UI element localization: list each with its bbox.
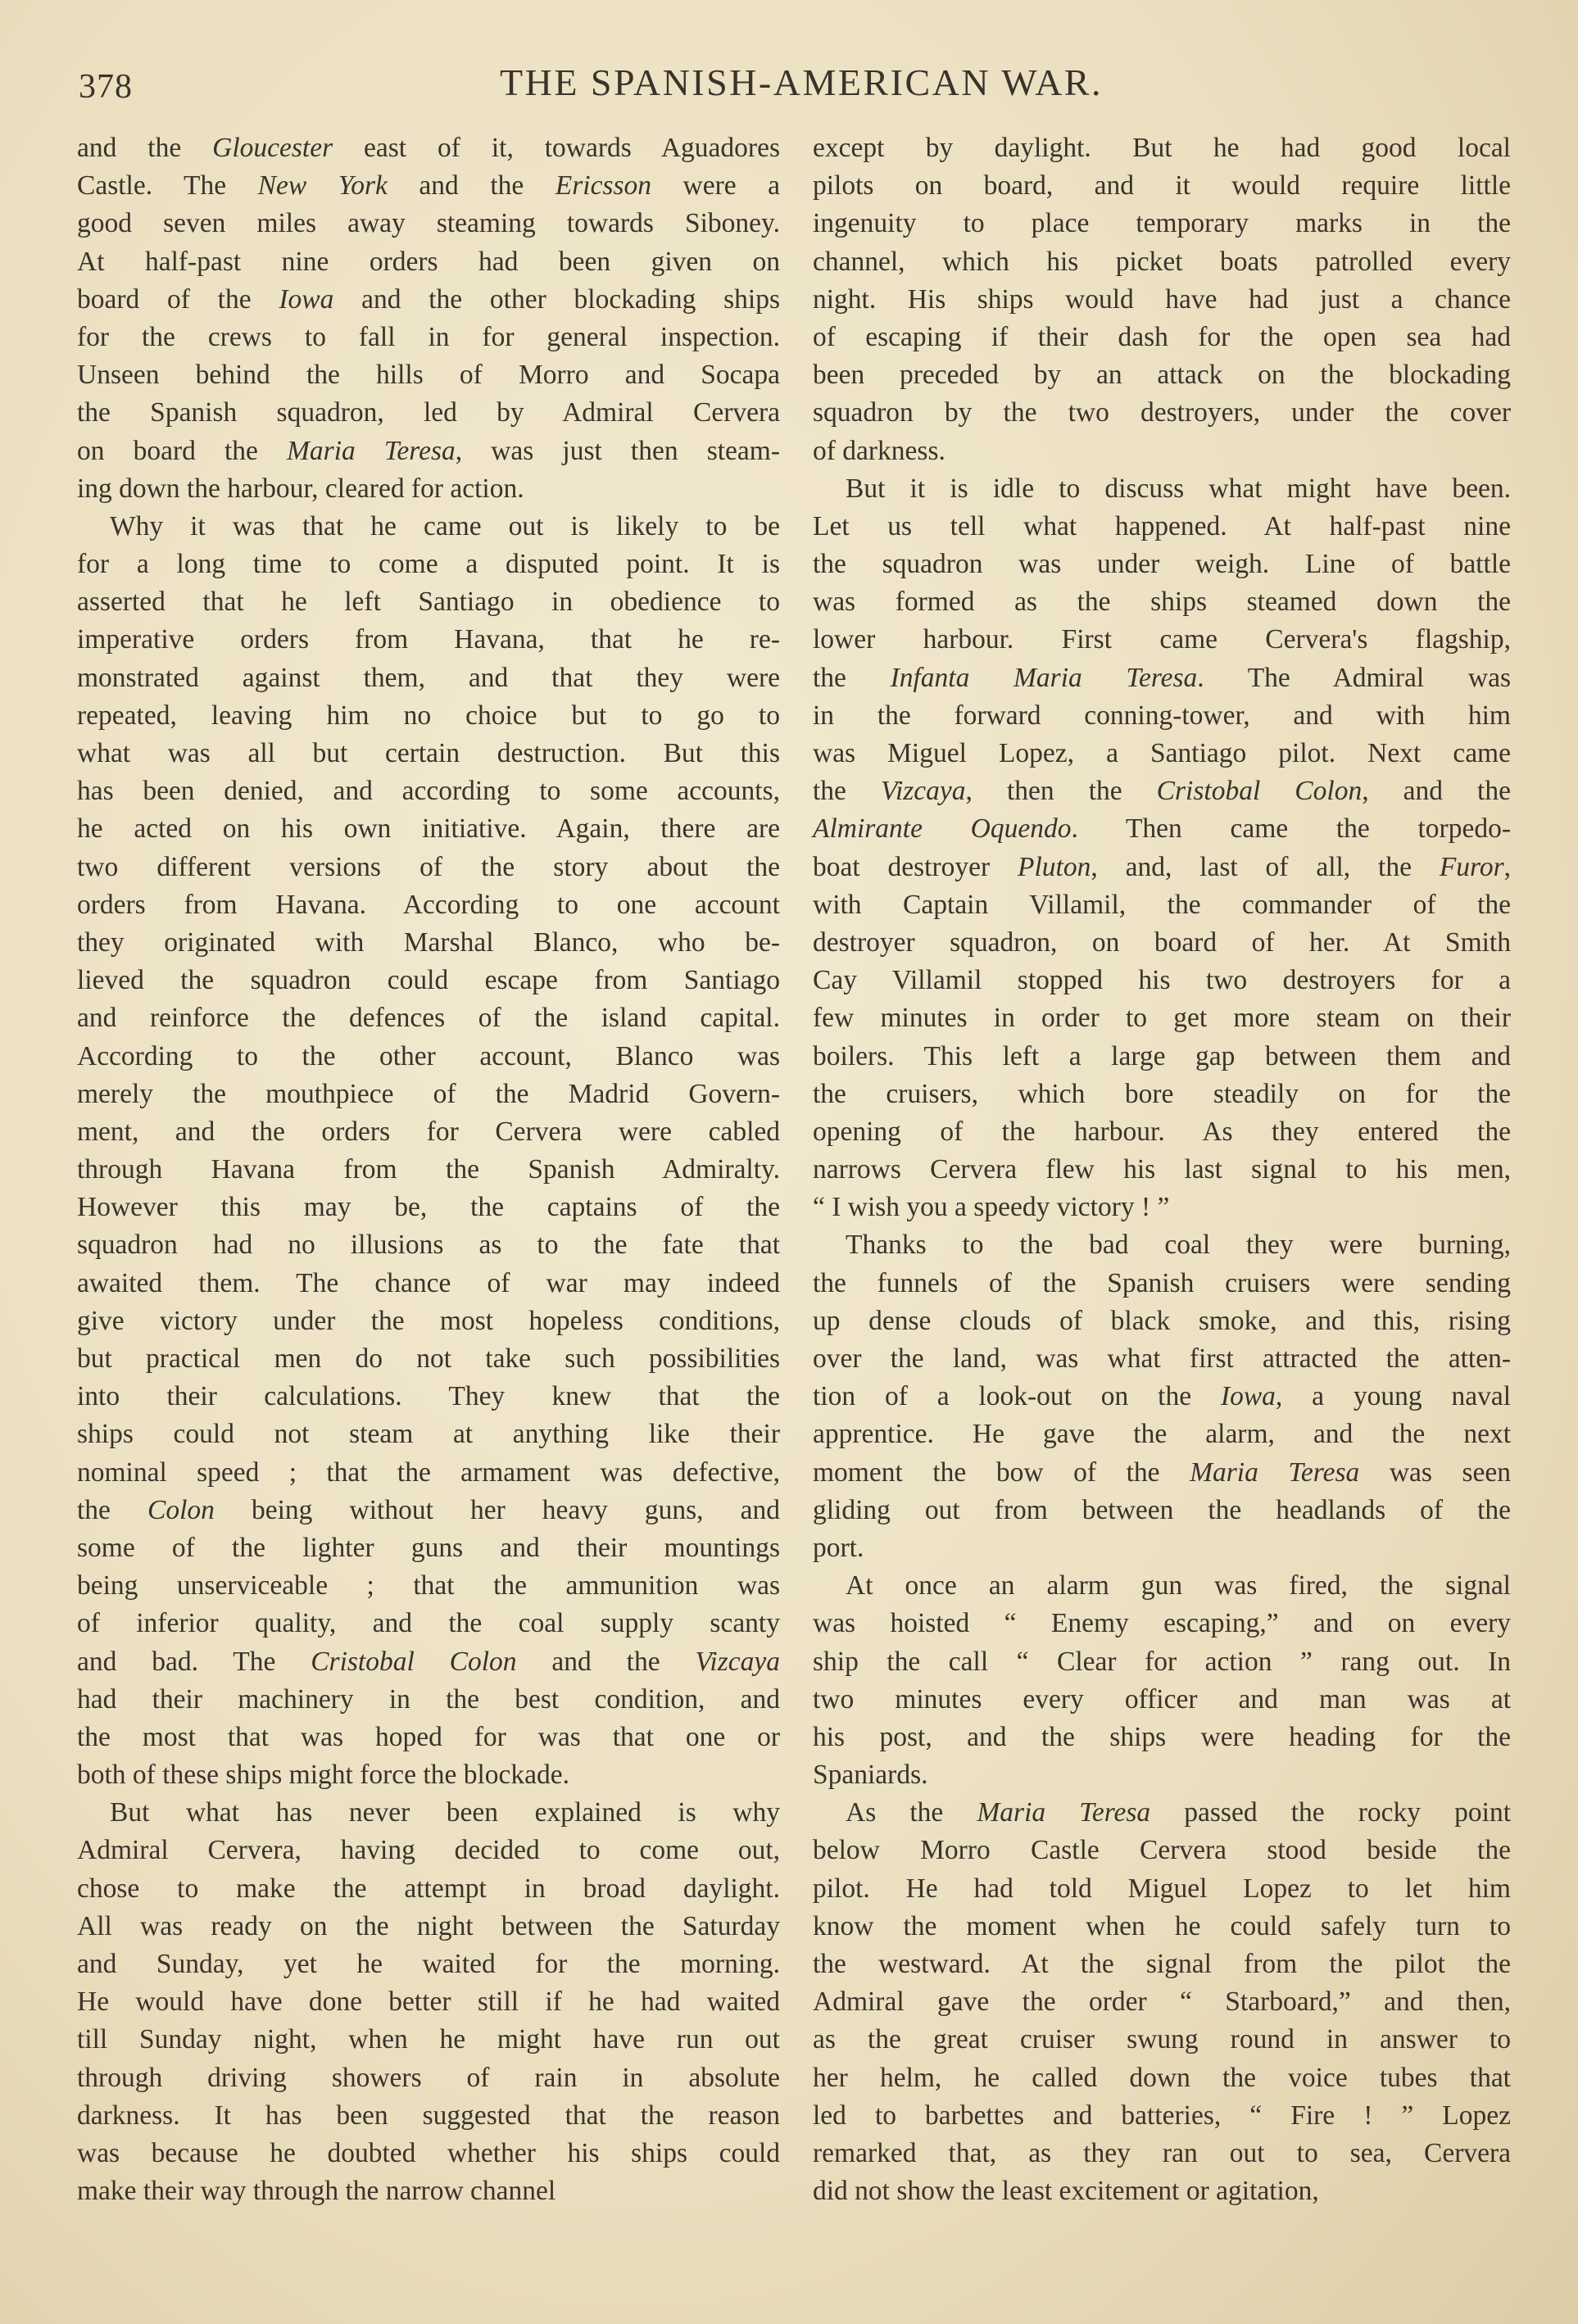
text-line: [77, 243, 780, 281]
text-run: boilers. This left a large gap between them and: [813, 1040, 1511, 1071]
text-line: [813, 319, 1511, 356]
text-line: [813, 2021, 1511, 2059]
left-text-column: [77, 129, 780, 2210]
text-run: being unserviceable ; that the ammunition was: [77, 1570, 780, 1601]
text-run: Cay Villamil stopped his two destroyers for a: [813, 965, 1511, 996]
text-run: chose to make the attempt in broad daylight.: [77, 1873, 780, 1904]
ship-name: Vizcaya: [695, 1646, 780, 1677]
text-line: [77, 2135, 780, 2172]
text-line: [813, 1983, 1511, 2021]
text-run: channel, which his picket boats patrolled every: [813, 246, 1511, 277]
text-run: on board the: [77, 435, 288, 466]
text-line: [813, 1340, 1511, 1378]
text-line: [813, 167, 1511, 205]
ship-name: Maria Teresa: [1190, 1456, 1360, 1488]
ship-name: Furor: [1439, 851, 1504, 882]
text-line: [813, 1946, 1511, 1983]
text-line: [813, 659, 1511, 697]
text-line: [813, 1113, 1511, 1151]
text-line: [77, 999, 780, 1037]
text-run: Unseen behind the hills of Morro and Socapa: [77, 360, 780, 391]
text-line: [813, 1454, 1511, 1492]
text-run: board of the: [77, 283, 279, 315]
text-line: [77, 659, 780, 697]
text-run: had their machinery in the best condition, and: [77, 1683, 780, 1715]
text-run: the: [813, 776, 881, 807]
text-line: [813, 886, 1511, 924]
text-run: few minutes in order to get more steam on their: [813, 1003, 1511, 1034]
text-line: [77, 1416, 780, 1453]
text-run: except by daylight. But he had good local: [813, 133, 1511, 163]
text-run: give victory under the most hopeless conditions,: [77, 1305, 780, 1336]
text-run: and reinforce the defences of the island capital.: [77, 1003, 780, 1034]
text-run: pilot. He had told Miguel Lopez to let him: [813, 1873, 1511, 1904]
text-line: [77, 205, 780, 242]
text-line: [77, 1189, 780, 1226]
text-run: the: [813, 662, 891, 693]
text-run: ,: [1503, 851, 1511, 882]
text-line: [813, 1756, 1511, 1794]
text-run: merely the mouthpiece of the Madrid Govern-: [77, 1078, 780, 1109]
text-line: [813, 508, 1511, 546]
text-line: [77, 546, 780, 583]
text-line: [813, 1643, 1511, 1681]
text-line: [813, 470, 1511, 508]
text-run: “ I wish you a speedy victory ! ”: [813, 1192, 1170, 1223]
text-line: [813, 810, 1511, 848]
text-line: [77, 735, 780, 772]
text-line: [813, 546, 1511, 583]
text-run: was seen: [1359, 1456, 1511, 1488]
ship-name: Vizcaya: [880, 776, 966, 807]
text-run: imperative orders from Havana, that he re-: [77, 624, 780, 655]
text-line: [77, 1226, 780, 1264]
text-run: Admiral Cervera, having decided to come out,: [77, 1835, 780, 1866]
text-line: [77, 1076, 780, 1113]
text-run: for the crews to fall in for general inspection.: [77, 321, 780, 352]
text-line: [77, 924, 780, 962]
text-run: As the: [846, 1797, 977, 1828]
text-run: , was just then steam-: [455, 435, 781, 466]
text-line: [813, 583, 1511, 621]
text-run: . Then came the torpedo-: [1071, 813, 1511, 845]
text-line: [77, 697, 780, 735]
text-line: [813, 1189, 1511, 1226]
text-run: tion of a look-out on the: [813, 1381, 1221, 1412]
text-run: two minutes every officer and man was at: [813, 1683, 1511, 1715]
text-line: [813, 999, 1511, 1037]
text-line: [813, 2097, 1511, 2135]
text-run: what was all but certain destruction. But this: [77, 738, 780, 768]
text-run: has been denied, and according to some accounts,: [77, 776, 780, 807]
text-run: squadron had no illusions as to the fate that: [77, 1230, 780, 1261]
text-run: All was ready on the night between the Saturday: [77, 1910, 780, 1941]
text-run: apprentice. He gave the alarm, and the next: [813, 1419, 1511, 1450]
text-run: for a long time to come a disputed point. It is: [77, 549, 780, 580]
text-line: [77, 1265, 780, 1302]
text-run: , and the: [1362, 776, 1511, 807]
text-run: the: [77, 1494, 148, 1525]
text-run: narrows Cervera flew his last signal to his men,: [813, 1154, 1511, 1185]
text-line: [813, 1870, 1511, 1908]
text-line: [813, 1681, 1511, 1719]
text-run: According to the other account, Blanco was: [77, 1040, 780, 1071]
running-title: THE SPANISH-AMERICAN WAR.: [500, 61, 1103, 103]
text-line: [77, 1794, 780, 1832]
text-line: [77, 281, 780, 319]
text-run: . The Admiral was: [1197, 662, 1511, 693]
text-run: led to barbettes and batteries, “ Fire ! ” Lopez: [813, 2100, 1511, 2131]
text-line: [77, 1302, 780, 1340]
text-line: [77, 772, 780, 810]
text-line: [813, 621, 1511, 659]
text-run: did not show the least excitement or agitation,: [813, 2176, 1319, 2207]
ship-name: Iowa: [279, 283, 334, 315]
text-run: with Captain Villamil, the commander of the: [813, 889, 1511, 920]
text-run: gliding out from between the headlands of the: [813, 1494, 1511, 1525]
text-run: opening of the harbour. As they entered the: [813, 1116, 1511, 1147]
text-run: he acted on his own initiative. Again, there are: [77, 813, 780, 845]
text-run: and the other blockading ships: [333, 283, 780, 315]
text-line: [77, 394, 780, 432]
text-run: into their calculations. They knew that the: [77, 1381, 780, 1412]
text-run: , then the: [965, 776, 1157, 807]
text-run: the westward. At the signal from the pilot the: [813, 1949, 1511, 1979]
text-line: [77, 356, 780, 394]
text-line: [813, 1038, 1511, 1076]
text-line: [813, 697, 1511, 735]
text-run: Why it was that he came out is likely to be: [110, 510, 780, 541]
text-line: [77, 1643, 780, 1681]
text-line: [813, 1567, 1511, 1605]
text-line: [813, 1908, 1511, 1946]
text-run: ships could not steam at anything like their: [77, 1419, 780, 1450]
ship-name: Pluton: [1018, 851, 1091, 882]
text-run: destroyer squadron, on board of her. At Smith: [813, 926, 1511, 958]
text-run: of escaping if their dash for the open sea had: [813, 321, 1511, 352]
text-line: [77, 470, 780, 508]
text-run: Thanks to the bad coal they were burning,: [846, 1230, 1511, 1261]
text-run: both of these ships might force the blockade.: [77, 1760, 569, 1791]
text-line: [77, 583, 780, 621]
text-run: the most that was hoped for was that one or: [77, 1721, 780, 1752]
text-run: till Sunday night, when he might have run out: [77, 2024, 780, 2055]
text-line: [813, 1076, 1511, 1113]
text-run: Let us tell what happened. At half-past nine: [813, 510, 1511, 541]
ship-name: Infanta Maria Teresa: [890, 662, 1198, 693]
text-run: Castle. The: [77, 170, 258, 202]
text-run: and the: [77, 133, 213, 163]
text-run: squadron by the two destroyers, under the cover: [813, 397, 1511, 428]
text-line: [77, 1151, 780, 1189]
text-line: [77, 1832, 780, 1869]
text-run: passed the rocky point: [1150, 1797, 1512, 1828]
text-line: [77, 1340, 780, 1378]
text-line: [77, 1870, 780, 1908]
text-line: [813, 356, 1511, 394]
text-line: [77, 433, 780, 470]
text-run: moment the bow of the: [813, 1456, 1190, 1488]
text-line: [77, 621, 780, 659]
text-line: [813, 1416, 1511, 1453]
page-number: 378: [79, 68, 133, 106]
text-line: [77, 319, 780, 356]
text-line: [813, 243, 1511, 281]
text-run: and the: [387, 170, 555, 202]
text-run: up dense clouds of black smoke, and this, rising: [813, 1305, 1511, 1336]
text-line: [813, 394, 1511, 432]
text-line: [813, 849, 1511, 886]
ship-name: Ericsson: [555, 170, 652, 202]
text-run: was because he doubted whether his ships could: [77, 2137, 780, 2168]
text-run: At once an alarm gun was fired, the signal: [846, 1570, 1511, 1601]
text-line: [813, 1302, 1511, 1340]
ship-name: Maria Teresa: [287, 435, 456, 466]
text-run: ingenuity to place temporary marks in the: [813, 208, 1511, 239]
text-line: [77, 810, 780, 848]
ship-name: Gloucester: [212, 133, 333, 163]
text-run: darkness. It has been suggested that the reason: [77, 2100, 780, 2131]
text-run: know the moment when he could safely turn to: [813, 1910, 1511, 1941]
text-line: [813, 1719, 1511, 1756]
text-line: [813, 772, 1511, 810]
ship-name: Almirante Oquendo: [813, 813, 1072, 845]
text-line: [813, 924, 1511, 962]
text-run: However this may be, the captains of the: [77, 1192, 780, 1223]
text-run: been preceded by an attack on the blockading: [813, 360, 1511, 391]
text-run: in the forward conning-tower, and with him: [813, 700, 1511, 731]
text-run: being without her heavy guns, and: [214, 1494, 780, 1525]
text-run: make their way through the narrow channel: [77, 2176, 556, 2207]
text-line: [77, 2172, 780, 2210]
text-run: But it is idle to discuss what might have been.: [846, 473, 1511, 504]
text-run: awaited them. The chance of war may indeed: [77, 1267, 780, 1298]
text-line: [77, 1492, 780, 1529]
text-run: of inferior quality, and the coal supply scanty: [77, 1608, 780, 1639]
text-line: [77, 886, 780, 924]
text-line: [813, 1226, 1511, 1264]
text-run: the squadron was under weigh. Line of battle: [813, 549, 1511, 580]
text-line: [77, 167, 780, 205]
text-run: lieved the squadron could escape from Santiago: [77, 965, 780, 996]
text-run: night. His ships would have had just a chance: [813, 283, 1511, 315]
text-line: [77, 1983, 780, 2021]
text-run: over the land, was what first attracted the atten-: [813, 1343, 1511, 1374]
text-run: was formed as the ships steamed down the: [813, 587, 1511, 618]
text-run: , a young naval: [1275, 1381, 1511, 1412]
text-line: [77, 1756, 780, 1794]
text-line: [813, 1605, 1511, 1642]
ship-name: Cristobal Colon: [311, 1646, 517, 1677]
text-line: [813, 1492, 1511, 1529]
text-line: [77, 508, 780, 546]
ship-name: New York: [257, 170, 388, 202]
text-line: [813, 735, 1511, 772]
text-line: [77, 1454, 780, 1492]
text-run: the Spanish squadron, led by Admiral Cervera: [77, 397, 780, 428]
text-line: [77, 2059, 780, 2097]
text-run: below Morro Castle Cervera stood beside the: [813, 1835, 1511, 1866]
text-line: [77, 1567, 780, 1605]
text-run: port.: [813, 1532, 864, 1563]
text-run: He would have done better still if he had waited: [77, 1986, 780, 2018]
text-run: some of the lighter guns and their mountings: [77, 1532, 780, 1563]
text-run: her helm, he called down the voice tubes that: [813, 2062, 1511, 2093]
text-line: [813, 281, 1511, 319]
text-line: [77, 1681, 780, 1719]
text-line: [813, 1265, 1511, 1302]
text-run: lower harbour. First came Cervera's flagship,: [813, 624, 1511, 655]
text-run: But what has never been explained is why: [110, 1797, 780, 1828]
text-line: [77, 849, 780, 886]
text-run: orders from Havana. According to one account: [77, 889, 780, 920]
text-line: [77, 962, 780, 999]
text-line: [813, 205, 1511, 242]
text-run: two different versions of the story about the: [77, 851, 780, 882]
text-line: [813, 1529, 1511, 1567]
text-run: Spaniards.: [813, 1760, 928, 1791]
text-line: [77, 129, 780, 167]
text-line: [813, 2172, 1511, 2210]
text-run: but practical men do not take such possibilities: [77, 1343, 780, 1374]
text-run: ing down the harbour, cleared for action.: [77, 473, 524, 504]
text-line: [77, 1378, 780, 1416]
text-run: they originated with Marshal Blanco, who be-: [77, 926, 780, 958]
right-text-column: [813, 129, 1511, 2210]
text-run: pilots on board, and it would require little: [813, 170, 1511, 202]
text-run: was hoisted “ Enemy escaping,” and on every: [813, 1608, 1511, 1639]
text-run: and bad. The: [77, 1646, 311, 1677]
text-run: good seven miles away steaming towards Siboney.: [77, 208, 780, 239]
text-run: At half-past nine orders had been given on: [77, 246, 780, 277]
text-line: [813, 433, 1511, 470]
text-line: [813, 2135, 1511, 2172]
text-line: [813, 1794, 1511, 1832]
text-line: [77, 1038, 780, 1076]
text-run: boat destroyer: [813, 851, 1018, 882]
text-run: monstrated against them, and that they were: [77, 662, 780, 693]
ship-name: Cristobal Colon: [1156, 776, 1363, 807]
text-run: Admiral gave the order “ Starboard,” and then,: [813, 1986, 1511, 2018]
text-line: [77, 1719, 780, 1756]
text-run: were a: [651, 170, 780, 202]
text-run: and Sunday, yet he waited for the morning.: [77, 1949, 780, 1979]
ship-name: Iowa: [1220, 1381, 1276, 1412]
text-run: remarked that, as they ran out to sea, Cervera: [813, 2137, 1511, 2168]
text-run: repeated, leaving him no choice but to go to: [77, 700, 780, 731]
text-line: [77, 1946, 780, 1983]
text-run: and the: [516, 1646, 696, 1677]
ship-name: Maria Teresa: [977, 1797, 1151, 1828]
text-line: [813, 962, 1511, 999]
text-line: [813, 1832, 1511, 1869]
text-run: was Miguel Lopez, a Santiago pilot. Next came: [813, 738, 1511, 768]
text-run: his post, and the ships were heading for the: [813, 1721, 1511, 1752]
text-line: [77, 2097, 780, 2135]
text-line: [813, 129, 1511, 167]
text-line: [813, 1378, 1511, 1416]
text-run: the cruisers, which bore steadily on for the: [813, 1078, 1511, 1109]
text-run: ship the call “ Clear for action ” rang out. In: [813, 1646, 1511, 1677]
text-line: [77, 1529, 780, 1567]
text-line: [77, 2021, 780, 2059]
text-run: ment, and the orders for Cervera were cabled: [77, 1116, 780, 1147]
text-run: nominal speed ; that the armament was defective,: [77, 1456, 780, 1488]
text-line: [77, 1605, 780, 1642]
text-line: [77, 1908, 780, 1946]
text-run: through Havana from the Spanish Admiralty.: [77, 1154, 780, 1185]
text-run: asserted that he left Santiago in obedience to: [77, 587, 780, 618]
text-line: [813, 2059, 1511, 2097]
text-run: , and, last of all, the: [1091, 851, 1440, 882]
text-run: the funnels of the Spanish cruisers were sending: [813, 1267, 1511, 1298]
text-run: as the great cruiser swung round in answer to: [813, 2024, 1511, 2055]
text-run: east of it, towards Aguadores: [333, 133, 780, 163]
text-run: of darkness.: [813, 435, 945, 466]
text-run: through driving showers of rain in absolute: [77, 2062, 780, 2093]
text-line: [77, 1113, 780, 1151]
ship-name: Colon: [147, 1494, 215, 1525]
text-line: [813, 1151, 1511, 1189]
